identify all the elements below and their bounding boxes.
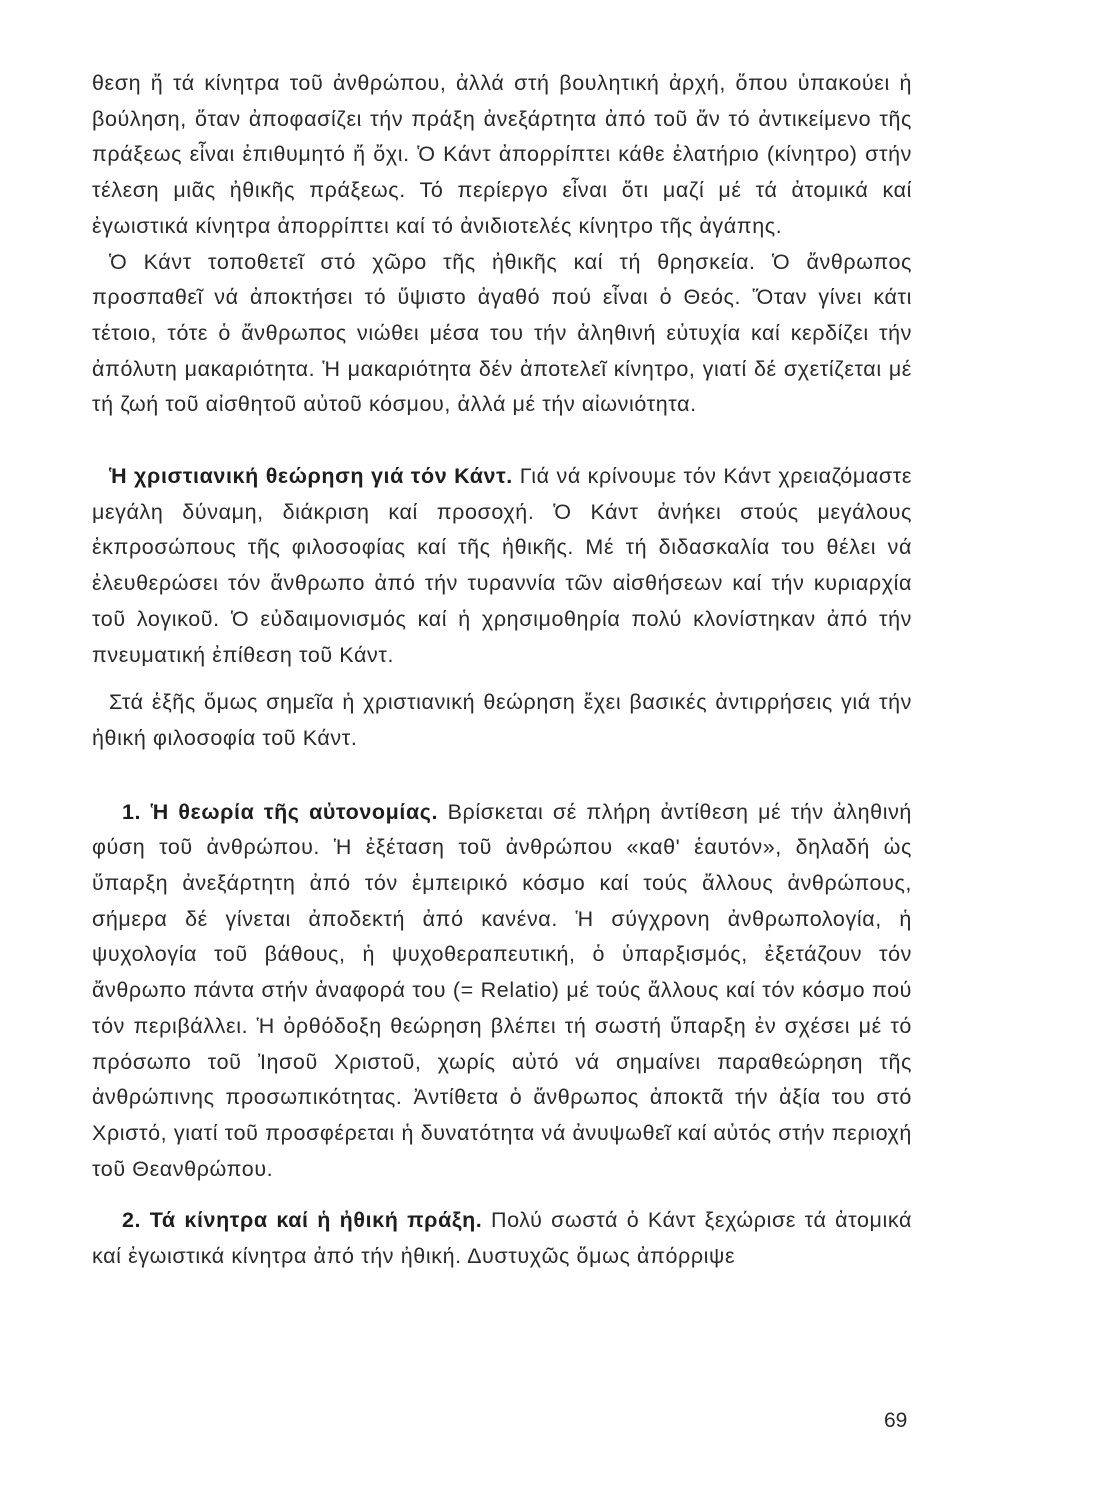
paragraph-autonomy-text: Βρίσκεται σέ πλήρη ἀντίθεση μέ τήν ἀληθινή φύση τοῦ ἀνθρώπου. Ἡ ἐξέταση τοῦ ἀνθρώπου «καθ' ἑαυτόν», δηλαδή ὡς ὕπαρξη ἀνεξάρτητη ἀπό τόν ἐμπειρικό κόσμο καί τούς ἄλλους ἀνθρώπους, σήμερα δέ γίνεται ἀποδεκτή ἀπό κανένα. Ἡ σύγχρονη ἀνθρωπολογία, ἡ ψυχολογία τοῦ βάθους, ἡ ψυχοθεραπευτική, ὁ ὑπαρξισμός, ἐξετάζουν τόν ἄνθρωπο πάντα στήν ἀναφορά του (= Relatio) μέ τούς ἄλλους καί τόν κόσμο πού τόν περιβάλλει. Ἡ ὀρθόδοξη θεώρηση βλέπει τή σωστή ὕπαρξη ἐν σχέσει μέ τό πρόσωπο τοῦ Ἰησοῦ Χριστοῦ, χωρίς αὐτό νά σημαίνει παραθεώρηση τῆς ἀνθρώπινης προσωπικότητας. Ἀντίθετα ὁ ἄνθρωπος ἀποκτᾶ τήν ἀξία του στό Χριστό, γιατί τοῦ προσφέρεται ἡ δυνατότητα νά ἀνυψωθεῖ καί αὐτός στήν περιοχή τοῦ Θεανθρώπου.	[92, 799, 912, 1181]
section-heading-christian-view: Ἡ χριστιανική θεώρηση γιά τόν Κάντ.	[109, 464, 513, 489]
section-heading-autonomy: 1. Ἡ θεωρία τῆς αὐτονομίας.	[122, 799, 439, 824]
paragraph-christian-view-text: Γιά νά κρίνουμε τόν Κάντ χρειαζόμαστε μεγάλη δύναμη, διάκριση καί προσοχή. Ὁ Κάντ ἀνήκει στούς μεγάλους ἐκπροσώπους τῆς φιλοσοφίας καί τῆς ἠθικῆς. Μέ τή διδασκαλία του θέλει νά ἐλευθερώσει τόν ἄνθρωπο ἀπό τήν τυραννία τῶν αἰσθήσεων καί τήν κυριαρχία τοῦ λογικοῦ. Ὁ εὐδαιμονισμός καί ἡ χρησιμοθηρία πολύ κλονίστηκαν ἀπό τήν πνευματική ἐπίθεση τοῦ Κάντ.	[92, 464, 913, 667]
paragraph-christian-view	[92, 459, 912, 673]
paragraph-kant-religion: Ὁ Κάντ τοποθετεῖ στό χῶρο τῆς ἠθικῆς καί τή θρησκεία. Ὁ ἄνθρωπος προσπαθεῖ νά ἀποκτήσει τό ὕψιστο ἀγαθό πού εἶναι ὁ Θεός. Ὅταν γίνει κάτι τέτοιο, τότε ὁ ἄνθρωπος νιώθει μέσα του τήν ἀληθινή εὐτυχία καί κερδίζει τήν ἀπόλυτη μακαριότητα. Ἡ μακαριότητα δέν ἀποτελεῖ κίνητρο, γιατί δέ σχετίζεται μέ τή ζωή τοῦ αἰσθητοῦ αὐτοῦ κόσμου, ἀλλά μέ τήν αἰωνιότητα.	[92, 249, 912, 417]
paragraph-motives-text: Πολύ σωστά ὁ Κάντ ξεχώρισε τά ἀτομικά καί ἐγωιστικά κίνητρα ἀπό τήν ἠθική. Δυστυχῶς ὅμως ἀπόρριψε	[92, 1208, 912, 1269]
paragraph-continuation: θεση ἤ τά κίνητρα τοῦ ἀνθρώπου, ἀλλά στή βουλητική ἀρχή, ὅπου ὑπακούει ἡ βούληση, ὅταν ἀποφασίζει τήν πράξη ἀνεξάρτητα ἀπό τοῦ ἄν τό ἀντικείμενο τῆς πράξεως εἶναι ἐπιθυμητό ἤ ὄχι. Ὁ Κάντ ἀπορρίπτει κάθε ἐλατήριο (κίνητρο) στήν τέλεση μιᾶς ἠθικῆς πράξεως. Τό περίεργο εἶναι ὅτι μαζί μέ τά ἀτομικά καί ἐγωιστικά κίνητρα ἀπορρίπτει καί τό ἀνιδιοτελές κίνητρο τῆς ἀγάπης.	[92, 71, 912, 238]
paragraph-motives	[92, 1203, 912, 1274]
section-heading-motives: 2. Τά κίνητρα καί ἡ ἠθική πράξη.	[122, 1208, 483, 1233]
paragraph-objections-intro: Στά ἑξῆς ὅμως σημεῖα ἡ χριστιανική θεώρηση ἔχει βασικές ἀντιρρήσεις γιά τήν ἠθική φιλοσοφία τοῦ Κάντ.	[92, 690, 912, 750]
page-number: 69	[884, 1409, 908, 1432]
page-body	[92, 66, 912, 1275]
paragraph-autonomy	[92, 795, 912, 1188]
